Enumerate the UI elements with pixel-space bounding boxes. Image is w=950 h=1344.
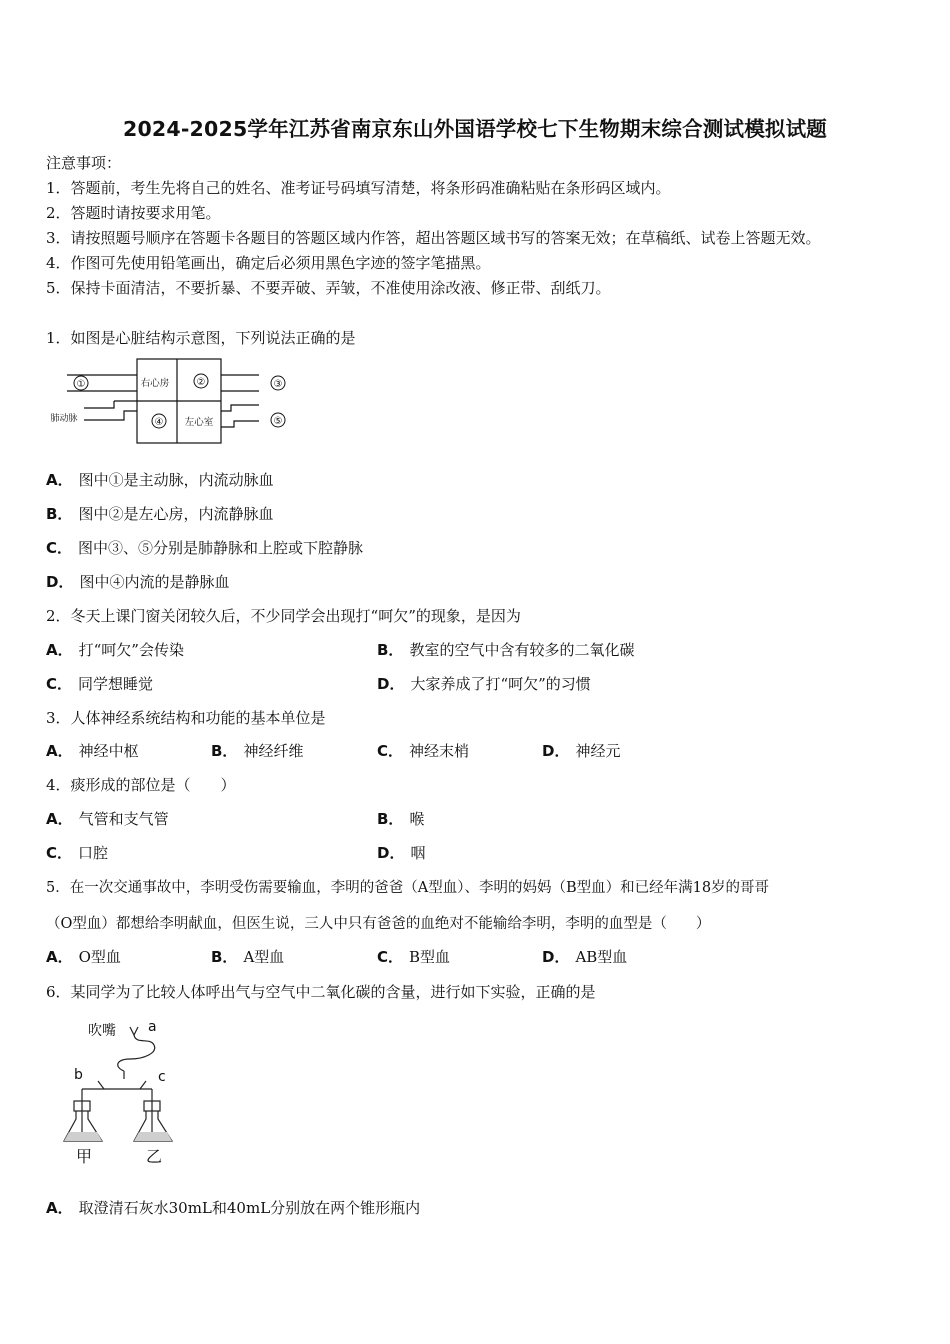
right-atrium-label: 右心房	[140, 378, 170, 389]
q5-stem-line2: （O型血）都想给李明献血，但医生说，三人中只有爸爸的血绝对不能输给李明，李明的血型是（ ）	[46, 916, 711, 932]
q2-option-a[interactable]: A． 打“呵欠”会传染	[46, 641, 184, 659]
flask-jia-label: 甲	[76, 1147, 93, 1166]
notice-heading: 注意事项：	[46, 154, 122, 172]
q5-stem-line1: 5．在一次交通事故中，李明受伤需要输血，李明的爸爸（A型血）、李明的妈妈（B型血）和已经年满18岁的哥哥	[46, 880, 770, 896]
co2-experiment-diagram	[58, 1015, 208, 1170]
q5-option-a[interactable]: A． O型血	[46, 948, 121, 966]
q6-option-a[interactable]: A． 取澄清石灰水30mL和40mL分别放在两个锥形瓶内	[46, 1199, 421, 1217]
pulmonary-artery-label: 肺动脉	[50, 414, 78, 424]
q3-option-c[interactable]: C． 神经末梢	[377, 742, 470, 760]
q3-stem: 3．人体神经系统结构和功能的基本单位是	[46, 709, 326, 727]
heart-structure-diagram	[44, 355, 294, 447]
q1-option-c[interactable]: C． 图中③、⑤分别是肺静脉和上腔或下腔静脉	[46, 539, 364, 557]
q3-option-b[interactable]: B． 神经纤维	[211, 742, 304, 760]
left-ventricle-label: 左心室	[184, 417, 214, 428]
label-b: b	[74, 1067, 83, 1083]
page-title: 2024-2025学年江苏省南京东山外国语学校七下生物期末综合测试模拟试题	[122, 117, 828, 141]
q4-stem: 4．痰形成的部位是（ ）	[46, 776, 236, 794]
q5-option-c[interactable]: C． B型血	[377, 948, 451, 966]
notice-item: 4．作图可先使用铅笔画出，确定后必须用黑色字迹的签字笔描黑。	[46, 254, 491, 272]
mouthpiece-label: 吹嘴	[88, 1023, 116, 1039]
q5-option-b[interactable]: B． A型血	[211, 948, 285, 966]
notice-item: 3．请按照题号顺序在答题卡各题目的答题区域内作答，超出答题区域书写的答案无效；在草稿纸、试卷上答题无效。	[46, 229, 821, 247]
q2-option-c[interactable]: C． 同学想睡觉	[46, 675, 154, 693]
notice-item: 1．答题前，考生先将自己的姓名、准考证号码填写清楚，将条形码准确粘贴在条形码区域内。	[46, 179, 671, 197]
q1-option-b[interactable]: B． 图中②是左心房，内流静脉血	[46, 505, 274, 523]
q2-stem: 2．冬天上课门窗关闭较久后，不少同学会出现打“呵欠”的现象，是因为	[46, 607, 521, 625]
q2-option-d[interactable]: D． 大家养成了打“呵欠”的习惯	[377, 675, 591, 693]
heart-label-3: ③	[273, 379, 283, 390]
notice-item: 5．保持卡面清洁，不要折暴、不要弄破、弄皱，不准使用涂改液、修正带、刮纸刀。	[46, 279, 611, 297]
q1-option-d[interactable]: D． 图中④内流的是静脉血	[46, 573, 230, 591]
q1-stem: 1．如图是心脏结构示意图，下列说法正确的是	[46, 329, 356, 347]
heart-label-2: ②	[196, 377, 206, 388]
label-a: a	[148, 1019, 157, 1035]
flask-yi-label: 乙	[146, 1147, 163, 1166]
q3-option-d[interactable]: D． 神经元	[542, 742, 621, 760]
q6-stem: 6．某同学为了比较人体呼出气与空气中二氧化碳的含量，进行如下实验，正确的是	[46, 983, 596, 1001]
q4-option-d[interactable]: D． 咽	[377, 844, 426, 862]
q1-option-a[interactable]: A． 图中①是主动脉，内流动脉血	[46, 471, 274, 489]
q2-option-b[interactable]: B． 教室的空气中含有较多的二氧化碳	[377, 641, 635, 659]
notice-item: 2．答题时请按要求用笔。	[46, 204, 221, 222]
label-c: c	[158, 1069, 166, 1085]
q4-option-b[interactable]: B． 喉	[377, 810, 425, 828]
q5-option-d[interactable]: D． AB型血	[542, 948, 628, 966]
heart-label-5: ⑤	[273, 416, 283, 427]
q4-option-c[interactable]: C． 口腔	[46, 844, 109, 862]
q3-option-a[interactable]: A． 神经中枢	[46, 742, 139, 760]
heart-label-4: ④	[154, 417, 164, 428]
heart-label-1: ①	[76, 379, 86, 390]
q4-option-a[interactable]: A． 气管和支气管	[46, 810, 169, 828]
